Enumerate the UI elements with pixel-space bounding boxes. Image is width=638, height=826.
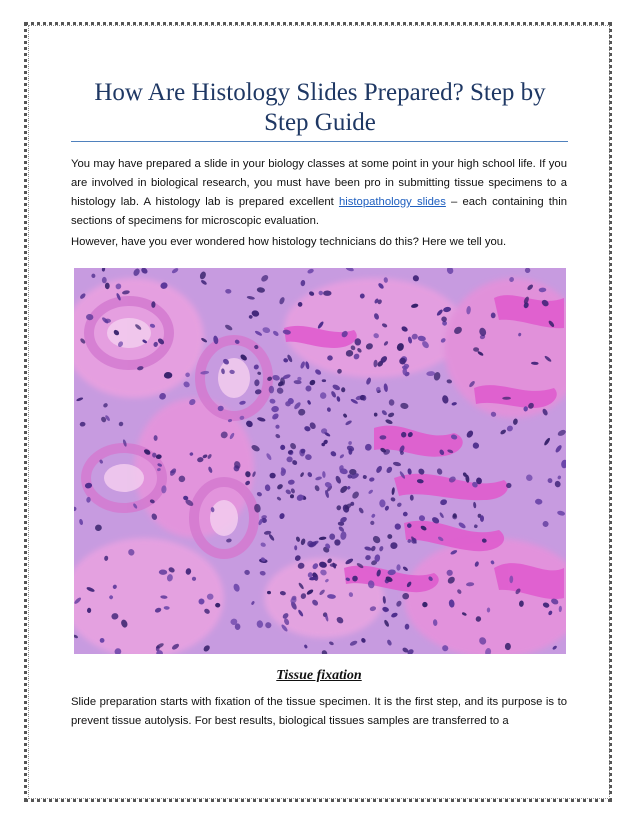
- intro-text-before-link: You may have prepared a slide in your biology classes at some point in your high school life. If you are involved in biological research, you must have been pro in submitting tissue specimens to a histology lab. A histology lab is prepared excellent: [71, 158, 567, 208]
- intro-text-after-link: – each containing thin sections of specimens for microscopic evaluation.: [71, 196, 567, 227]
- nucleus-dot: [102, 277, 107, 283]
- title-underline-rule: [71, 141, 568, 142]
- document-title: How Are Histology Slides Prepared? Step by Step Guide: [94, 79, 546, 136]
- question-paragraph: However, have you ever wondered how histology technicians do this? Here we tell you.: [71, 236, 507, 248]
- nucleus-dot: [323, 291, 331, 296]
- intro-paragraph: [71, 155, 567, 231]
- histopathology-slides-link[interactable]: histopathology slides: [338, 196, 446, 208]
- nucleus-dot: [270, 473, 276, 479]
- tissue-fixation-paragraph: Slide preparation starts with fixation of the tissue specimen. It is the first step, and its purpose is to prevent tissue autolysis. For best results, biological tissues samples are transferred to a: [71, 696, 567, 727]
- histology-micrograph-image: [74, 268, 566, 654]
- tissue-stain-illustration: [74, 268, 566, 654]
- nucleus-dot: [269, 386, 274, 394]
- section-heading-tissue-fixation: Tissue fixation: [276, 668, 362, 683]
